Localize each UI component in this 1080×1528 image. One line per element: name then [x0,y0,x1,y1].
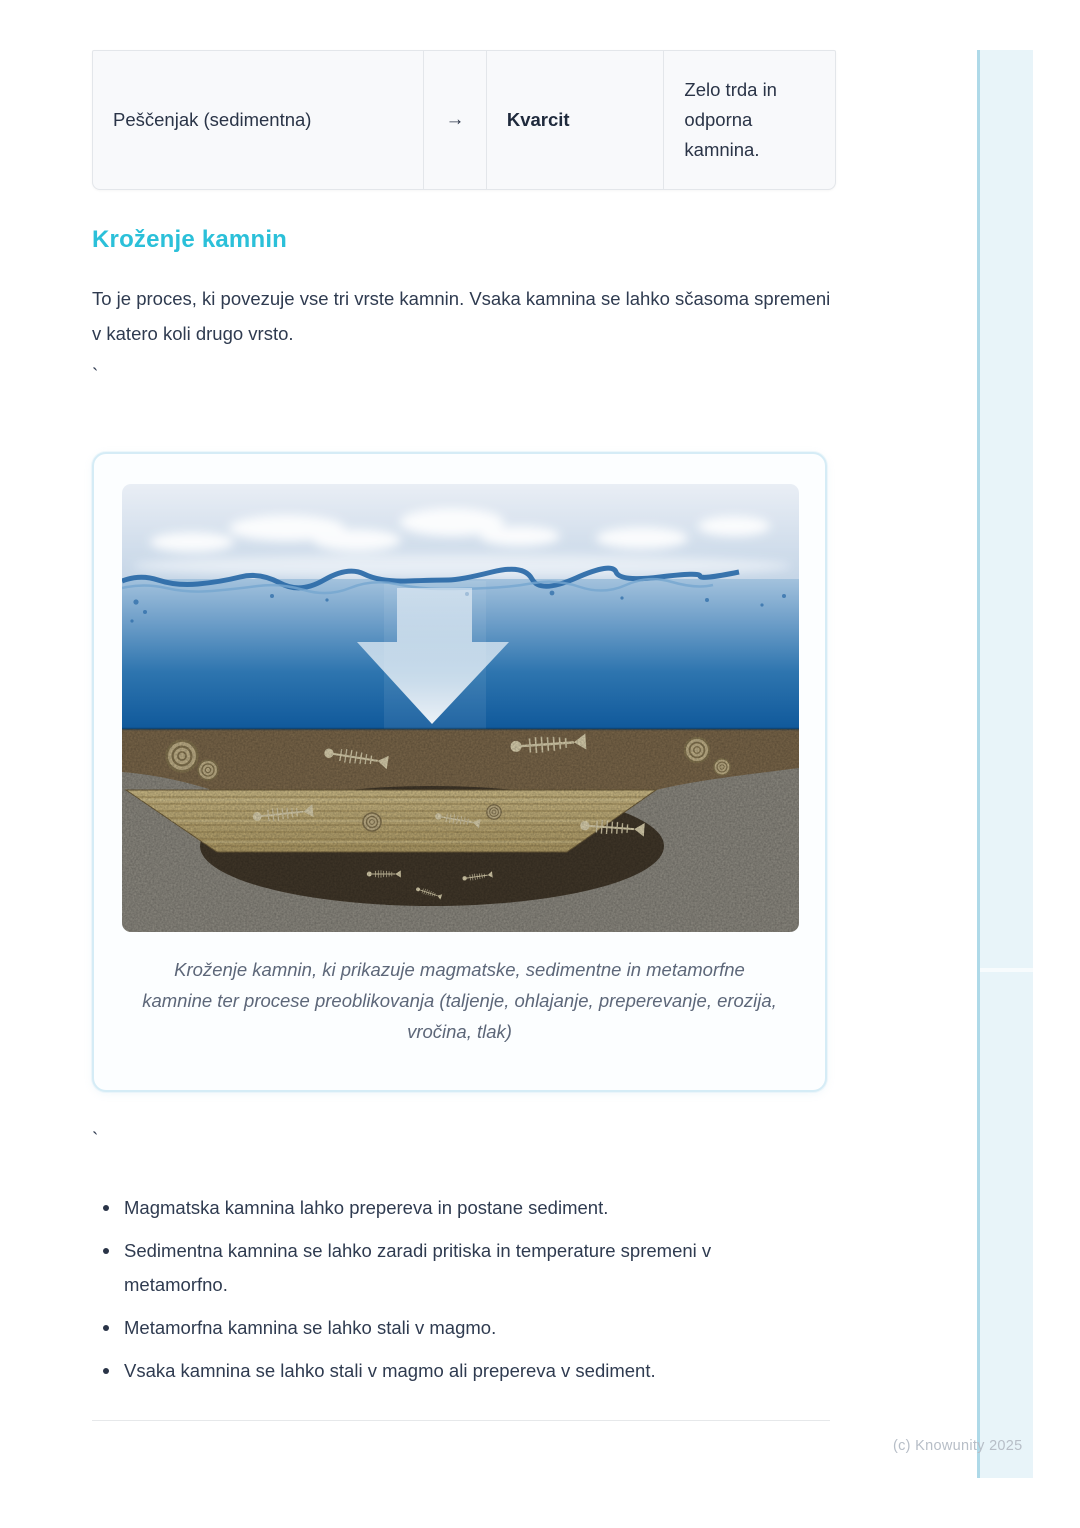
list-item [92,1354,772,1388]
intro-paragraph: To je proces, ki povezuje vse tri vrste kamnin. Vsaka kamnina se lahko sčasoma spremeni v katero koli drugo vrsto. [92,288,831,344]
rock-conversion-table [92,50,836,190]
table-cell-result-rock: Kvarcit [487,51,665,189]
stray-backtick-top: ` [92,366,99,387]
table-cell-source-rock: Peščenjak (sedimentna) [93,51,424,189]
table-cell-description: Zelo trda in odporna kamnina. [684,79,777,160]
section-heading: Kroženje kamnin [92,226,288,253]
list-item-text: Sedimentna kamnina se lahko zaradi pritiska in temperature spremeni v metamorfno. [124,1240,712,1295]
list-item [92,1311,772,1345]
list-item-text: Metamorfna kamnina se lahko stali v magmo. [124,1317,497,1338]
page-seam [980,968,1033,972]
footer-divider [92,1420,830,1421]
stray-backtick-bottom: ` [92,1130,99,1151]
list-item [92,1234,772,1302]
rock-cycle-bullet-list [92,1191,836,1397]
copyright-notice: (c) Knowunity 2025 [893,1438,1023,1454]
page-edge-stripe [977,50,1033,1478]
list-item [92,1191,772,1225]
list-item-text: Magmatska kamnina lahko prepereva in postane sediment. [124,1197,609,1218]
rock-cycle-image [122,484,799,932]
list-item-text: Vsaka kamnina se lahko stali v magmo ali prepereva v sediment. [124,1360,656,1381]
figure-card [92,452,827,1092]
arrow-right-icon: → [424,51,487,189]
figure-caption: Kroženje kamnin, ki prikazuje magmatske, sedimentne in metamorfne kamnine ter procese preoblikovanja (taljenje, ohlajanje, preperevanje, erozija, vročina, tlak) [142,959,777,1042]
rock-cycle-illustration [122,484,799,932]
seabed [122,729,799,932]
